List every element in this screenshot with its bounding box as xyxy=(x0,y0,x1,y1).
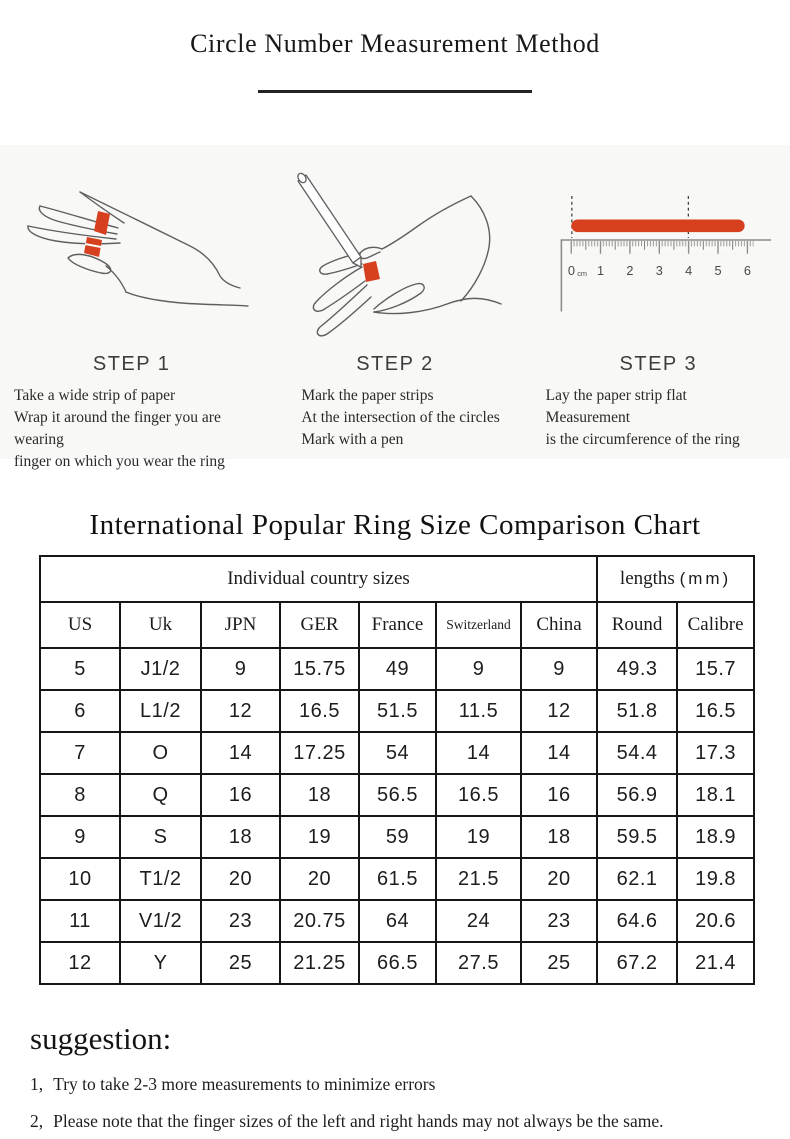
step-description-line: Lay the paper strip flat xyxy=(545,387,687,404)
table-header-cell: US xyxy=(40,602,120,648)
step-2-description xyxy=(263,385,526,451)
table-cell: 16.5 xyxy=(436,774,521,816)
suggestion-list xyxy=(30,1072,790,1133)
page-title: Circle Number Measurement Method xyxy=(190,29,600,58)
step-description-line: finger on which you wear the ring xyxy=(14,453,225,470)
table-header-cell: Calibre xyxy=(677,602,754,648)
step-3-description xyxy=(527,385,790,451)
table-cell: 18.1 xyxy=(677,774,754,816)
table-cell: 59.5 xyxy=(597,816,677,858)
table-cell: 12 xyxy=(40,942,120,984)
table-cell: 66.5 xyxy=(359,942,436,984)
step-1-label: STEP 1 xyxy=(92,353,171,375)
table-cell: 7 xyxy=(40,732,120,774)
lengths-unit: (mm) xyxy=(679,569,732,588)
step-description-line: At the intersection of the circles xyxy=(301,409,500,426)
table-cell: 20 xyxy=(201,858,280,900)
table-cell: 18 xyxy=(201,816,280,858)
table-cell: 64.6 xyxy=(597,900,677,942)
ring-size-table xyxy=(39,555,755,985)
suggestion-marker: 2, xyxy=(30,1111,44,1131)
group-header-lengths xyxy=(597,556,754,602)
table-cell: 21.5 xyxy=(436,858,521,900)
suggestion-text: Please note that the finger sizes of the left and right hands may not always be the same. xyxy=(53,1111,664,1131)
table-header-cell: France xyxy=(359,602,436,648)
table-cell: 51.8 xyxy=(597,690,677,732)
hand-with-paper-strip-icon xyxy=(12,178,252,338)
table-cell: 20 xyxy=(521,858,597,900)
ruler-label: 3 xyxy=(655,263,663,279)
table-row xyxy=(40,942,754,984)
suggestion-item xyxy=(30,1072,790,1096)
table-cell: 20.6 xyxy=(677,900,754,942)
table-cell: 5 xyxy=(40,648,120,690)
title-underline xyxy=(258,90,532,93)
table-cell: 59 xyxy=(359,816,436,858)
step-3 xyxy=(527,145,790,459)
table-row xyxy=(40,774,754,816)
table-cell: 21.25 xyxy=(280,942,359,984)
table-cell: Q xyxy=(120,774,201,816)
suggestion-marker: 1, xyxy=(30,1074,44,1094)
table-cell: 9 xyxy=(201,648,280,690)
suggestion-item xyxy=(30,1109,790,1133)
step-1 xyxy=(0,145,263,470)
table-cell: 12 xyxy=(201,690,280,732)
table-cell: 61.5 xyxy=(359,858,436,900)
paper-strip xyxy=(94,211,110,235)
table-cell: 51.5 xyxy=(359,690,436,732)
table-cell: 16 xyxy=(521,774,597,816)
measurement-steps xyxy=(0,145,790,470)
table-cell: 56.5 xyxy=(359,774,436,816)
table-cell: V1/2 xyxy=(120,900,201,942)
chart-title: International Popular Ring Size Comparison Chart xyxy=(89,509,701,541)
table-cell: 49.3 xyxy=(597,648,677,690)
table-cell: L1/2 xyxy=(120,690,201,732)
suggestion-section xyxy=(0,1019,790,1133)
ruler-label: 5 xyxy=(714,263,722,279)
step-3-label: STEP 3 xyxy=(619,353,698,375)
step-description-line: Measurement xyxy=(545,409,631,426)
table-group-header-row xyxy=(40,556,754,602)
step-1-illustration xyxy=(0,145,263,351)
hand-with-pen-icon xyxy=(275,163,515,343)
table-cell: 27.5 xyxy=(436,942,521,984)
table-cell: 12 xyxy=(521,690,597,732)
ruler-icon xyxy=(536,147,781,333)
pen-icon xyxy=(298,175,361,263)
ruler-label: 0 xyxy=(567,263,575,279)
group-header-country: Individual country sizes xyxy=(40,556,597,602)
table-cell: 25 xyxy=(521,942,597,984)
step-2-illustration xyxy=(263,145,526,351)
suggestion-heading: suggestion: xyxy=(30,1021,172,1056)
table-header-row xyxy=(40,602,754,648)
table-cell: 16.5 xyxy=(677,690,754,732)
ruler-unit-label: cm xyxy=(577,269,587,279)
table-cell: 62.1 xyxy=(597,858,677,900)
step-description-line: is the circumference of the ring xyxy=(545,431,740,448)
size-chart-section xyxy=(0,507,790,985)
table-cell: 18 xyxy=(521,816,597,858)
table-cell: 16 xyxy=(201,774,280,816)
table-cell: O xyxy=(120,732,201,774)
step-description-line: Mark the paper strips xyxy=(301,387,434,404)
paper-strip xyxy=(363,261,380,282)
table-row xyxy=(40,648,754,690)
table-cell: 67.2 xyxy=(597,942,677,984)
table-cell: 25 xyxy=(201,942,280,984)
table-header-cell: Switzerland xyxy=(436,602,521,648)
step-1-description xyxy=(0,385,263,473)
ruler-ticks xyxy=(570,241,753,255)
table-row xyxy=(40,900,754,942)
table-header-cell: China xyxy=(521,602,597,648)
suggestion-text: Try to take 2-3 more measurements to minimize errors xyxy=(53,1074,436,1094)
table-cell: Y xyxy=(120,942,201,984)
table-cell: 20.75 xyxy=(280,900,359,942)
size-table-body xyxy=(40,648,754,984)
table-cell: 16.5 xyxy=(280,690,359,732)
table-cell: S xyxy=(120,816,201,858)
table-cell: 18.9 xyxy=(677,816,754,858)
table-header-cell: Uk xyxy=(120,602,201,648)
step-description-line: Mark with a pen xyxy=(301,431,404,448)
table-cell: 19 xyxy=(280,816,359,858)
table-cell: 19.8 xyxy=(677,858,754,900)
table-row xyxy=(40,816,754,858)
table-cell: 14 xyxy=(521,732,597,774)
table-cell: 49 xyxy=(359,648,436,690)
table-cell: 10 xyxy=(40,858,120,900)
table-cell: J1/2 xyxy=(120,648,201,690)
table-cell: 56.9 xyxy=(597,774,677,816)
table-cell: 8 xyxy=(40,774,120,816)
table-cell: 17.3 xyxy=(677,732,754,774)
table-row xyxy=(40,732,754,774)
table-cell: 6 xyxy=(40,690,120,732)
table-cell: 15.7 xyxy=(677,648,754,690)
table-cell: 23 xyxy=(521,900,597,942)
table-cell: 15.75 xyxy=(280,648,359,690)
table-cell: 21.4 xyxy=(677,942,754,984)
step-description-line: Take a wide strip of paper xyxy=(14,387,176,404)
step-3-illustration xyxy=(527,145,790,351)
table-cell: 9 xyxy=(521,648,597,690)
measured-paper-strip xyxy=(571,219,744,232)
table-cell: 54.4 xyxy=(597,732,677,774)
table-cell: 54 xyxy=(359,732,436,774)
ruler-label: 2 xyxy=(626,263,634,279)
table-row xyxy=(40,690,754,732)
lengths-label: lengths xyxy=(619,568,675,589)
table-header-cell: Round xyxy=(597,602,677,648)
ruler-label: 6 xyxy=(743,263,751,279)
table-cell: 14 xyxy=(436,732,521,774)
table-cell: 18 xyxy=(280,774,359,816)
ruler-label: 1 xyxy=(596,263,604,279)
step-2 xyxy=(263,145,526,459)
step-2-label: STEP 2 xyxy=(356,353,434,375)
table-cell: 20 xyxy=(280,858,359,900)
table-cell: 11 xyxy=(40,900,120,942)
table-cell: 64 xyxy=(359,900,436,942)
table-cell: 11.5 xyxy=(436,690,521,732)
table-cell: 14 xyxy=(201,732,280,774)
table-header-cell: GER xyxy=(280,602,359,648)
table-cell: 23 xyxy=(201,900,280,942)
step-description-line: Wrap it around the finger you are wearing xyxy=(14,409,221,448)
ruler-label: 4 xyxy=(684,263,693,279)
table-header-cell: JPN xyxy=(201,602,280,648)
table-cell: T1/2 xyxy=(120,858,201,900)
table-cell: 9 xyxy=(40,816,120,858)
table-cell: 19 xyxy=(436,816,521,858)
table-row xyxy=(40,858,754,900)
table-cell: 9 xyxy=(436,648,521,690)
table-cell: 24 xyxy=(436,900,521,942)
table-cell: 17.25 xyxy=(280,732,359,774)
